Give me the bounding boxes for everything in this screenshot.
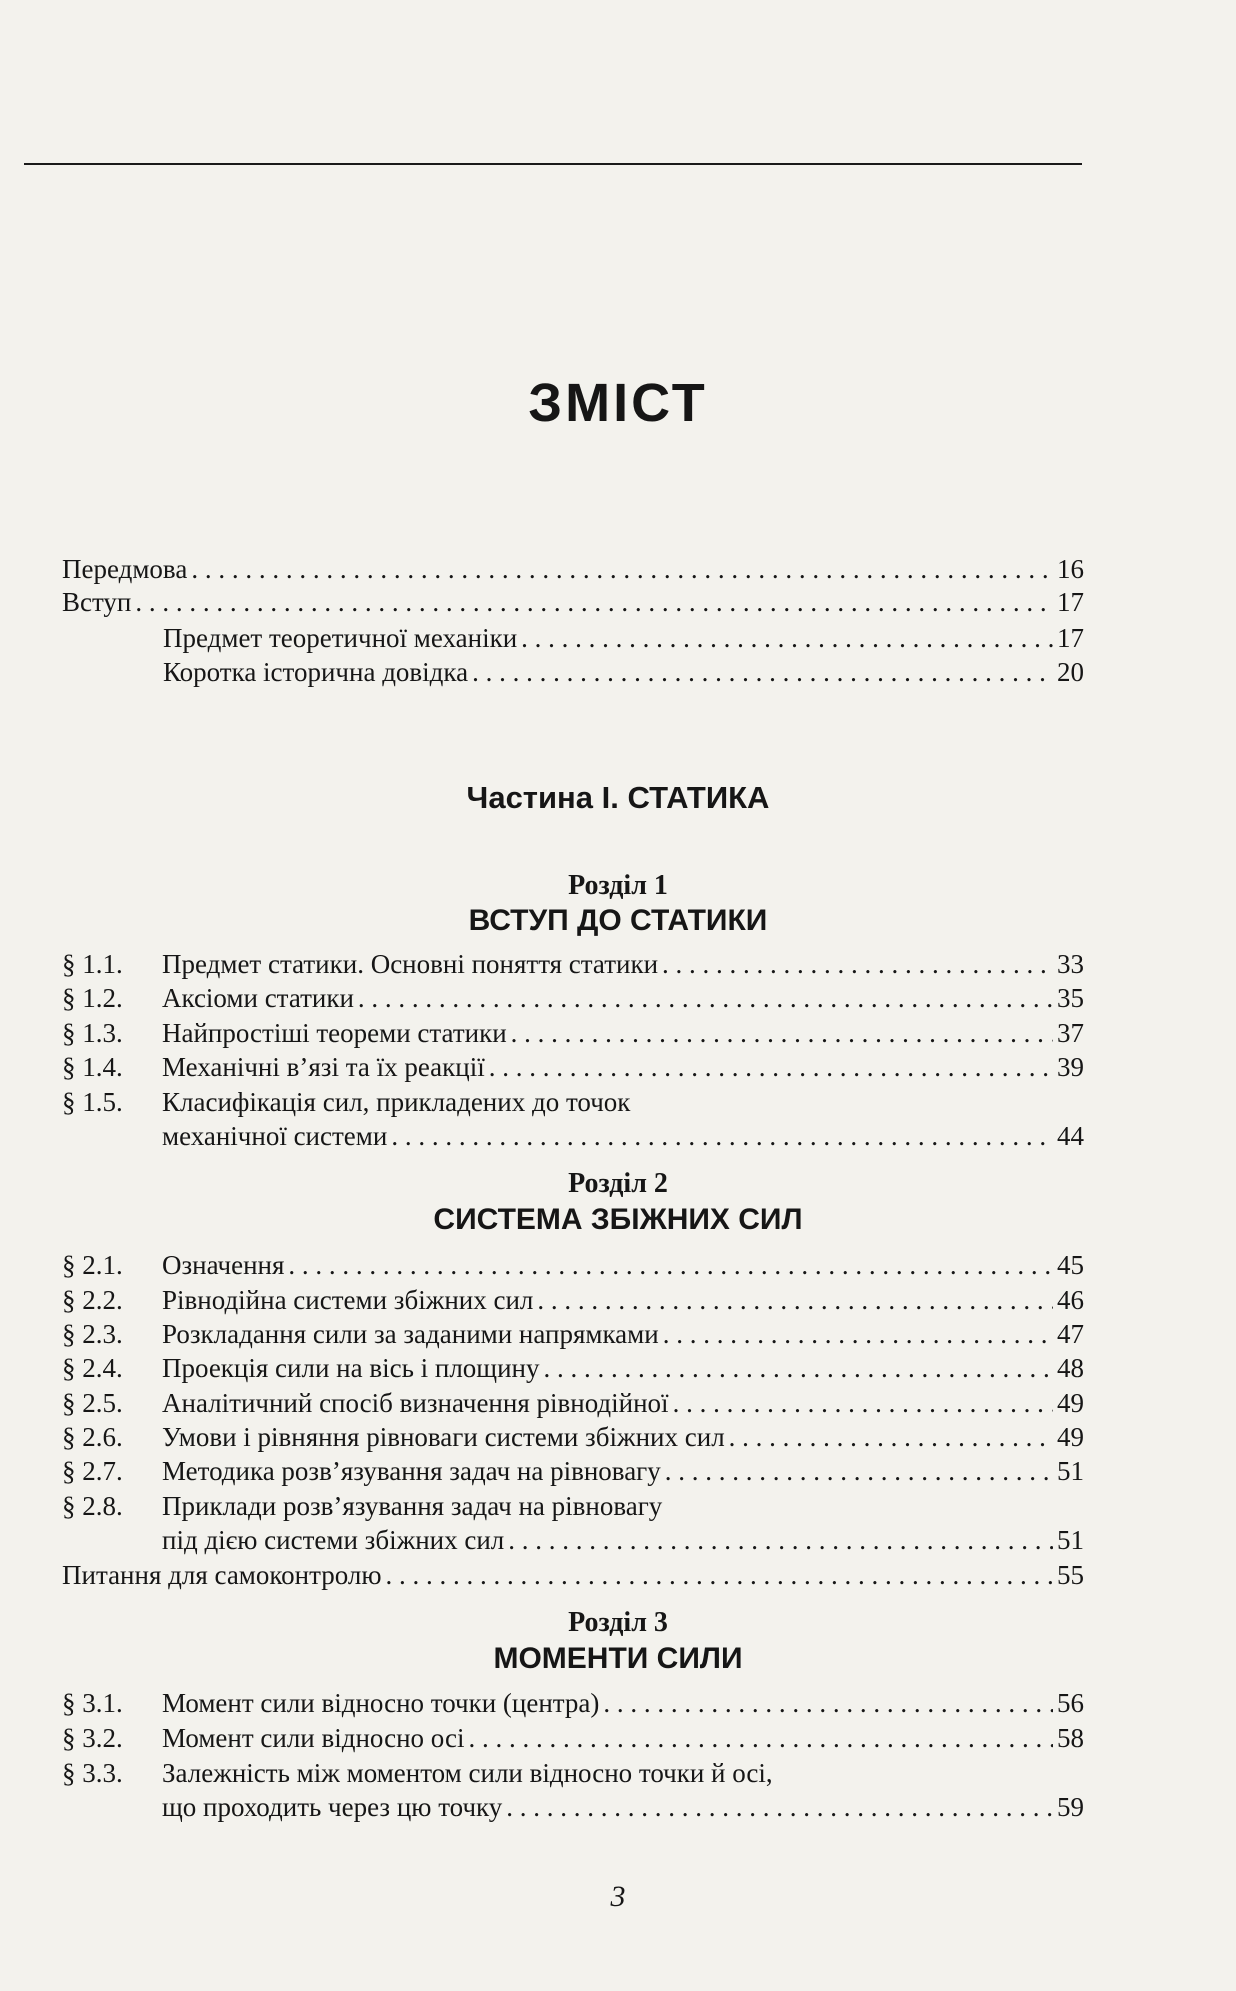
part-title: Частина I. СТАТИКА xyxy=(466,780,770,815)
toc-entry-line2: механічної системи . . . 44 xyxy=(162,1119,1084,1153)
toc-entry-line1: § 2.8. Приклади розв’язування задач на рівновагу xyxy=(62,1491,663,1521)
page-title: ЗМІСТ xyxy=(528,373,708,433)
section-title: ВСТУП ДО СТАТИКИ xyxy=(468,904,768,937)
toc-entry-preface: Передмова . . . 16 xyxy=(62,552,1084,586)
toc-entry: § 1.1. Предмет статики. Основні поняття статики . . . 33 xyxy=(62,947,1084,981)
section-title: МОМЕНТИ СИЛИ xyxy=(493,1642,743,1675)
page-number: 3 xyxy=(610,1880,626,1913)
toc-entry-subject: Предмет теоретичної механіки . . . 17 xyxy=(163,621,1084,655)
toc-entry: § 3.1. Момент сили відносно точки (центра) . . . 56 xyxy=(62,1686,1084,1720)
toc-entry: § 1.2. Аксіоми статики . . . 35 xyxy=(62,981,1084,1015)
header-rule xyxy=(24,163,1082,165)
toc-entry-line1: § 3.3. Залежність між моментом сили відносно точки й осі, xyxy=(62,1758,773,1788)
toc-entry-line2: що проходить через цю точку . . . 59 xyxy=(162,1790,1084,1824)
toc-entry: § 2.4. Проекція сили на вісь і площину . . . 48 xyxy=(62,1351,1084,1385)
toc-entry: § 2.6. Умови і рівняння рівноваги системи збіжних сил . . . 49 xyxy=(62,1420,1084,1454)
toc-entry-questions: Питання для самоконтролю . . . 55 xyxy=(62,1558,1084,1592)
toc-entry: § 2.1. Означення . . . 45 xyxy=(62,1248,1084,1282)
toc-entry-introduction: Вступ . . . 17 xyxy=(62,585,1084,619)
toc-entry: § 3.2. Момент сили відносно осі . . . 58 xyxy=(62,1721,1084,1755)
toc-entry: § 2.7. Методика розв’язування задач на рівновагу . . . 51 xyxy=(62,1454,1084,1488)
section-label: Розділ 3 xyxy=(568,1607,668,1638)
section-label: Розділ 2 xyxy=(568,1168,668,1199)
toc-entry: § 2.3. Розкладання сили за заданими напрямками . . . 47 xyxy=(62,1317,1084,1351)
toc-entry: § 1.4. Механічні в’язі та їх реакції . . . 39 xyxy=(62,1050,1084,1084)
section-label: Розділ 1 xyxy=(568,870,668,901)
section-title: СИСТЕМА ЗБІЖНИХ СИЛ xyxy=(433,1203,803,1236)
toc-entry: § 2.2. Рівнодійна системи збіжних сил . . . 46 xyxy=(62,1283,1084,1317)
toc-entry-line1: § 1.5. Класифікація сил, прикладених до точок xyxy=(62,1087,631,1117)
toc-entry-line2: під дією системи збіжних сил . . . 51 xyxy=(162,1523,1084,1557)
toc-entry: § 1.3. Найпростіші теореми статики . . . 37 xyxy=(62,1016,1084,1050)
toc-entry-history: Коротка історична довідка . . . 20 xyxy=(163,655,1084,689)
toc-entry: § 2.5. Аналітичний спосіб визначення рівнодійної . . . 49 xyxy=(62,1386,1084,1420)
